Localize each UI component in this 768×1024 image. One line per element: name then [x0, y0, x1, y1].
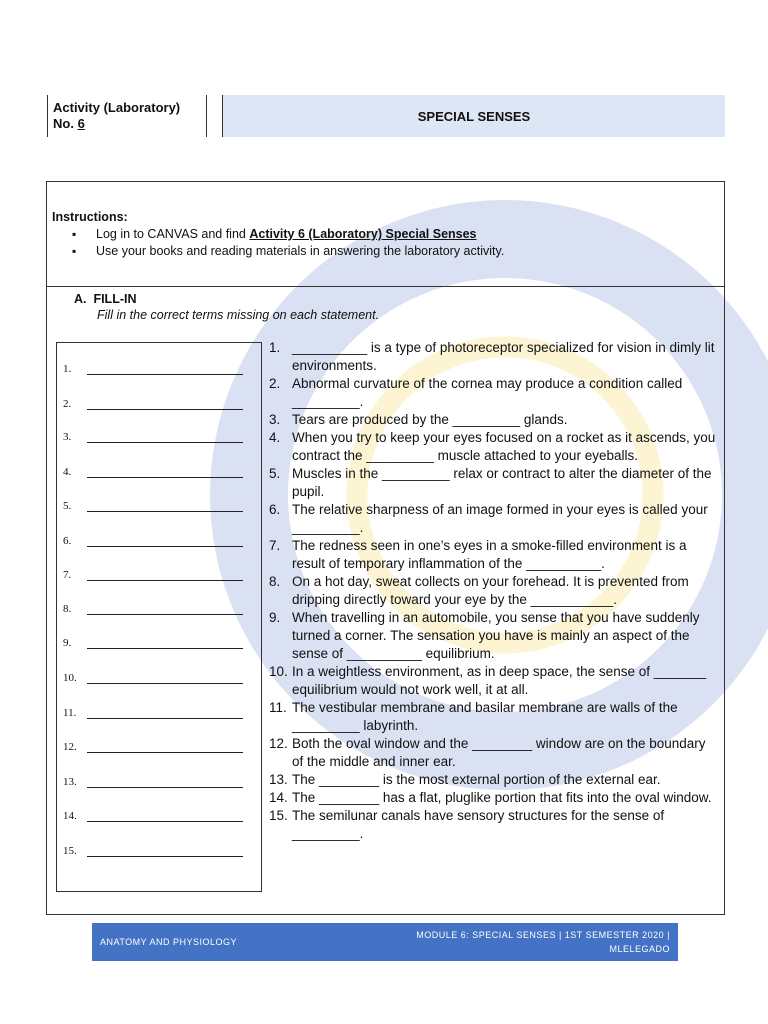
footer-course: ANATOMY AND PHYSIOLOGY [100, 937, 238, 947]
activity-link-text: Activity 6 (Laboratory) Special Senses [249, 227, 477, 241]
statement-number: 15. [269, 808, 288, 823]
statement-number: 9. [269, 610, 281, 625]
statement-item [269, 465, 717, 501]
answer-blank[interactable] [87, 536, 243, 547]
answer-number: 9. [63, 637, 72, 649]
answer-blank[interactable] [87, 501, 243, 512]
activity-number-value: 6 [77, 116, 85, 131]
statement-item [269, 771, 717, 789]
instruction-item [72, 226, 504, 243]
statement-item [269, 573, 717, 609]
answer-blank[interactable] [87, 673, 243, 684]
answer-number: 13. [63, 776, 77, 788]
answer-row [63, 569, 243, 581]
answer-row [63, 363, 243, 375]
activity-number-label: No. [53, 116, 78, 131]
subject-title-cell [222, 95, 725, 137]
statement-item [269, 789, 717, 807]
statement-text: Muscles in the _________ relax or contract to alter the diameter of the pupil. [292, 466, 712, 499]
worksheet-box [46, 181, 725, 915]
statement-number: 10. [269, 664, 288, 679]
statement-list [269, 339, 717, 843]
instruction-text: Use your books and reading materials in answering the laboratory activity. [96, 244, 505, 258]
statement-item [269, 537, 717, 573]
answer-number: 15. [63, 845, 77, 857]
statement-number: 2. [269, 376, 281, 391]
statement-item [269, 411, 717, 429]
subject-title: SPECIAL SENSES [417, 108, 531, 124]
statement-text: The relative sharpness of an image formed in your eyes is called your _________. [292, 502, 708, 535]
instruction-text: Log in to CANVAS and find [96, 227, 250, 241]
statement-item [269, 339, 717, 375]
section-heading: A. FILL-IN [74, 292, 137, 306]
answer-blank[interactable] [87, 399, 243, 410]
statement-item [269, 609, 717, 663]
statement-text: When travelling in an automobile, you sense that you have suddenly turned a corner. The sensation you have is mainly an aspect of the sense of __________ equilibrium. [292, 610, 700, 661]
statement-item [269, 375, 717, 411]
answer-blank[interactable] [87, 432, 243, 443]
statement-text: The ________ is the most external portion of the external ear. [292, 772, 661, 787]
answer-number: 14. [63, 810, 77, 822]
footer-module [410, 928, 670, 956]
statement-text: The ________ has a flat, pluglike portion that fits into the oval window. [292, 790, 712, 805]
statement-text: Abnormal curvature of the cornea may produce a condition called _________. [292, 376, 683, 409]
answer-row [63, 810, 243, 822]
statement-number: 5. [269, 466, 281, 481]
answer-row [63, 535, 243, 547]
answer-number: 2. [63, 398, 72, 410]
answer-blank[interactable] [87, 638, 243, 649]
statement-number: 1. [269, 340, 281, 355]
answer-row [63, 776, 243, 788]
footer-band [92, 923, 678, 961]
answer-blank[interactable] [87, 742, 243, 753]
answer-number: 11. [63, 707, 77, 719]
statement-number: 12. [269, 736, 288, 751]
statement-number: 3. [269, 412, 281, 427]
answer-row [63, 741, 243, 753]
activity-number [53, 116, 85, 131]
answer-blank[interactable] [87, 364, 243, 375]
statement-number: 6. [269, 502, 281, 517]
divider [47, 286, 724, 287]
statement-item [269, 501, 717, 537]
answer-row [63, 707, 243, 719]
answer-number: 1. [63, 363, 72, 375]
statement-number: 8. [269, 574, 281, 589]
activity-title: Activity (Laboratory) [53, 100, 181, 115]
statement-number: 14. [269, 790, 288, 805]
statement-text: When you try to keep your eyes focused on a rocket as it ascends, you contract the _________ muscle attached to your eyeballs. [292, 430, 716, 463]
answer-row [63, 500, 243, 512]
answer-number: 10. [63, 672, 77, 684]
answer-blank[interactable] [87, 811, 243, 822]
answer-box [56, 342, 262, 892]
answer-row [63, 637, 243, 649]
answer-row [63, 466, 243, 478]
statement-text: On a hot day, sweat collects on your forehead. It is prevented from dripping directly toward your eye by the ___________. [292, 574, 689, 607]
answer-row [63, 431, 243, 443]
instructions-list [72, 226, 504, 260]
statement-text: Both the oval window and the ________ window are on the boundary of the middle and inner ear. [292, 736, 706, 769]
answer-blank[interactable] [87, 708, 243, 719]
section-subtitle: Fill in the correct terms missing on each statement. [97, 308, 380, 322]
answer-blank[interactable] [87, 604, 243, 615]
statement-item [269, 663, 717, 699]
statement-text: The redness seen in one’s eyes in a smoke-filled environment is a result of temporary inflammation of the __________. [292, 538, 687, 571]
footer-author: MLELEGADO [609, 944, 670, 954]
answer-number: 8. [63, 603, 72, 615]
answer-blank[interactable] [87, 467, 243, 478]
activity-number-cell [47, 95, 207, 137]
statement-text: The vestibular membrane and basilar membrane are walls of the _________ labyrinth. [292, 700, 678, 733]
statement-item [269, 735, 717, 771]
answer-row [63, 603, 243, 615]
statement-number: 11. [269, 700, 287, 715]
answer-number: 4. [63, 466, 72, 478]
statement-item [269, 429, 717, 465]
answer-blank[interactable] [87, 846, 243, 857]
instructions-heading: Instructions: [52, 210, 128, 224]
answer-blank[interactable] [87, 570, 243, 581]
statement-number: 7. [269, 538, 281, 553]
answer-row [63, 672, 243, 684]
answer-number: 12. [63, 741, 77, 753]
statement-number: 13. [269, 772, 288, 787]
answer-number: 3. [63, 431, 72, 443]
answer-number: 7. [63, 569, 72, 581]
statement-text: __________ is a type of photoreceptor specialized for vision in dimly lit environments. [292, 340, 715, 373]
statement-number: 4. [269, 430, 281, 445]
answer-number: 5. [63, 500, 72, 512]
answer-blank[interactable] [87, 777, 243, 788]
statement-text: In a weightless environment, as in deep space, the sense of _______ equilibrium would not work well, it at all. [292, 664, 707, 697]
instruction-item [72, 243, 504, 260]
statement-text: Tears are produced by the _________ glands. [292, 412, 568, 427]
answer-number: 6. [63, 535, 72, 547]
statement-text: The semilunar canals have sensory structures for the sense of _________. [292, 808, 665, 841]
answer-row [63, 398, 243, 410]
statement-item [269, 807, 717, 843]
answer-row [63, 845, 243, 857]
footer-module-line: MODULE 6: SPECIAL SENSES | 1ST SEMESTER 2020 | [416, 930, 670, 940]
statement-item [269, 699, 717, 735]
